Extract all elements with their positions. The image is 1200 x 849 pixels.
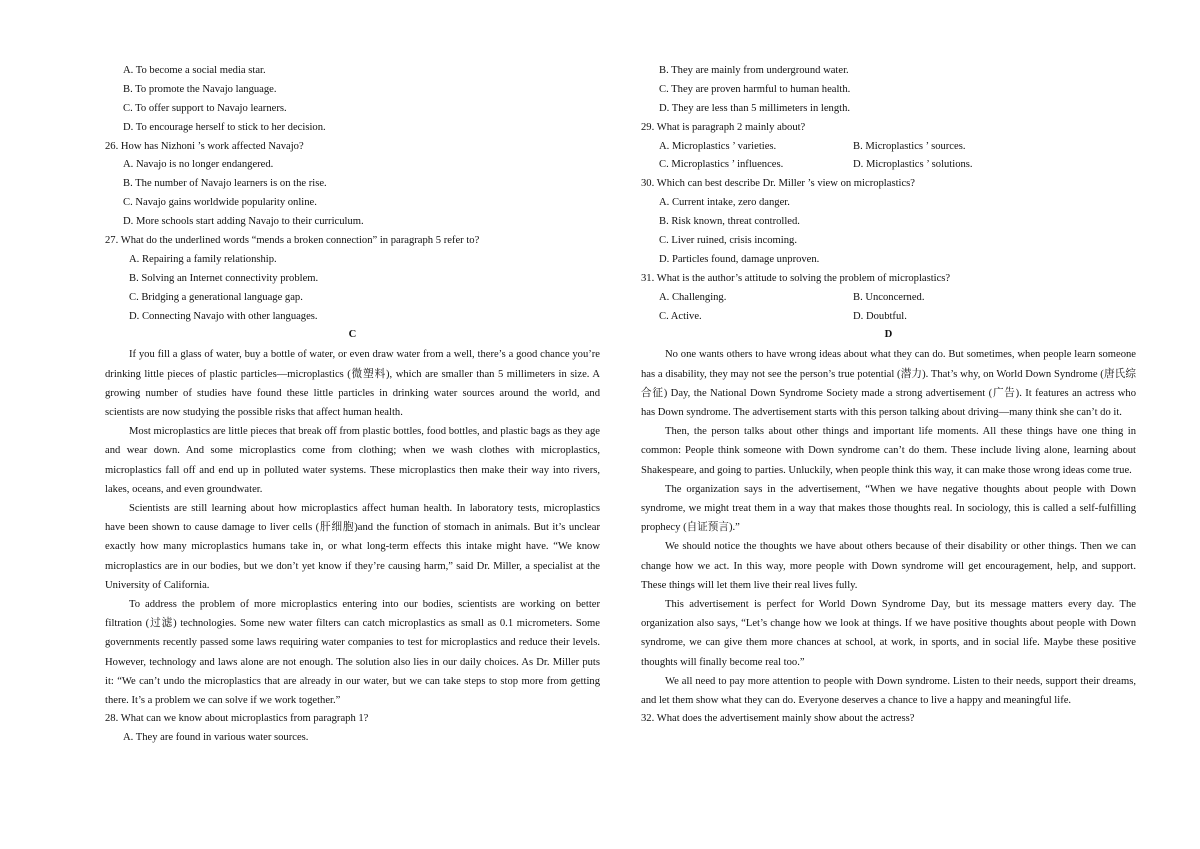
q30-option-d: D. Particles found, damage unproven. bbox=[659, 253, 820, 265]
q30-option-a: A. Current intake, zero danger. bbox=[659, 197, 790, 209]
passage-c-paragraph-2: Most microplastics are little pieces that break off from plastic bottles, food bottles, and plastic bags as they age and wear down. And some microplastics come from clothing; when we wash clothes with microplastics, microplastics fall off and end up in polluted water systems. These microplastics then make their way into rivers, lakes, oceans, and even groundwater. bbox=[105, 426, 600, 495]
left-column bbox=[105, 62, 600, 748]
passage-d-paragraph-6: We all need to pay more attention to people with Down syndrome. Listen to their needs, support their dreams, and let them show what they can do. Everyone deserves a chance to live a happy and meaningful life. bbox=[641, 675, 1136, 707]
passage-c-paragraph-3: Scientists are still learning about how microplastics affect human health. In laboratory tests, microplastics have been shown to cause damage to liver cells (肝细胞)and the function of stomach in animals. But it’s unclear exactly how many microplastics humans take in, or what long-term effects this intake might have. “We know microplastics are in our bodies, but we don’t yet know if they’re causing harm,” said Dr. Miller, a specialist at the University of California. bbox=[105, 502, 600, 591]
question-32: 32. What does the advertisement mainly show about the actress? bbox=[641, 713, 915, 725]
q31-option-d: D. Doubtful. bbox=[853, 310, 907, 322]
q25-option-d: D. To encourage herself to stick to her decision. bbox=[123, 121, 326, 133]
q27-option-c: C. Bridging a generational language gap. bbox=[129, 291, 303, 303]
q26-option-d: D. More schools start adding Navajo to their curriculum. bbox=[123, 216, 364, 228]
q31-option-a: A. Challenging. bbox=[659, 291, 727, 303]
q29-options-row-1 bbox=[641, 138, 1136, 157]
q29-option-d: D. Microplastics ’ solutions. bbox=[853, 159, 973, 171]
q28-option-a: A. They are found in various water sources. bbox=[123, 732, 309, 744]
q31-options-row-2 bbox=[641, 308, 1136, 327]
passage-d-paragraph-4: We should notice the thoughts we have about others because of their disability or other things. Then we can change how we act. In this way, more people with Down syndrome will get encouragement, help, and support. These things will let them live their real lives fully. bbox=[641, 541, 1136, 591]
q29-option-b: B. Microplastics ’ sources. bbox=[853, 140, 966, 152]
q27-option-d: D. Connecting Navajo with other languages. bbox=[129, 310, 318, 322]
q26-option-b: B. The number of Navajo learners is on the rise. bbox=[123, 178, 327, 190]
passage-d-paragraph-5: This advertisement is perfect for World Down Syndrome Day, but its message matters every day. The organization also says, “Let’s change how we look at things. If we have positive thoughts about people with Down syndrome, we can give them more chances at school, at work, in sports, and in social life. Maybe these positive thoughts will finally become real too.” bbox=[641, 599, 1136, 668]
q25-option-b: B. To promote the Navajo language. bbox=[123, 83, 277, 95]
q30-option-c: C. Liver ruined, crisis incoming. bbox=[659, 235, 797, 247]
q31-option-c: C. Active. bbox=[659, 310, 702, 322]
question-28: 28. What can we know about microplastics from paragraph 1? bbox=[105, 713, 369, 725]
passage-d-paragraph-1: No one wants others to have wrong ideas about what they can do. But sometimes, when people learn someone has a disability, they may not see the person’s true potential (潜力). That’s why, on World Down Syndrome (唐氏综合征) Day, the National Down Syndrome Society made a strong advertisement (广告). It features an actress who has Down syndrome. The advertisement starts with this person talking about driving—many think she can’t do it. bbox=[641, 349, 1136, 418]
passage-c-paragraph-1: If you fill a glass of water, buy a bottle of water, or even draw water from a well, there’s a good chance you’re drinking little pieces of plastic particles—microplastics (微塑料), which are smaller than 5 millimeters in size. A growing number of studies have found these little particles in drinking water sources around the world, and scientists are now studying the possible risks that affect human health. bbox=[105, 349, 600, 418]
question-27: 27. What do the underlined words “mends a broken connection” in paragraph 5 refer to? bbox=[105, 235, 480, 247]
passage-d-paragraph-2: Then, the person talks about other things and important life moments. All these things have one thing in common: People think someone with Down syndrome can’t do them. These include living alone, learning about Shakespeare, and going to parties. Unluckily, when people think this way, it can make those wrong ideas come true. bbox=[641, 426, 1136, 476]
q26-option-c: C. Navajo gains worldwide popularity online. bbox=[123, 197, 317, 209]
section-c-heading: C bbox=[348, 329, 357, 341]
q28-option-d: D. They are less than 5 millimeters in length. bbox=[659, 102, 851, 114]
question-31: 31. What is the author’s attitude to solving the problem of microplastics? bbox=[641, 272, 951, 284]
q31-options-row-1 bbox=[641, 289, 1136, 308]
question-26: 26. How has Nizhoni ’s work affected Navajo? bbox=[105, 140, 304, 152]
question-29: 29. What is paragraph 2 mainly about? bbox=[641, 121, 806, 133]
q26-option-a: A. Navajo is no longer endangered. bbox=[123, 159, 274, 171]
q29-option-a: A. Microplastics ’ varieties. bbox=[659, 140, 777, 152]
q30-option-b: B. Risk known, threat controlled. bbox=[659, 216, 800, 228]
q29-options-row-2 bbox=[641, 156, 1136, 175]
q31-option-b: B. Unconcerned. bbox=[853, 291, 925, 303]
q28-option-b: B. They are mainly from underground water. bbox=[659, 65, 849, 76]
passage-c-paragraph-4: To address the problem of more microplastics entering into our bodies, scientists are working on better filtration (过滤) technologies. Some new water filters can catch microplastics as small as 0.1 micrometers. Some governments recently passed some laws requiring water companies to test for microplastics and reduce their levels. However, technology and laws alone are not enough. The solution also lies in our daily choices. As Dr. Miller puts it: “We can’t undo the microplastics that are already in our water, but we can take steps to stop more from getting there. It’s a problem we can solve if we work together.” bbox=[105, 599, 600, 707]
q25-option-c: C. To offer support to Navajo learners. bbox=[123, 102, 287, 114]
q28-option-c: C. They are proven harmful to human health. bbox=[659, 83, 851, 95]
right-column bbox=[641, 62, 1136, 729]
q25-option-a: A. To become a social media star. bbox=[123, 65, 266, 76]
question-30: 30. Which can best describe Dr. Miller ’s view on microplastics? bbox=[641, 178, 915, 190]
passage-d-paragraph-3: The organization says in the advertisement, “When we have negative thoughts about people with Down syndrome, we might treat them in a way that makes those thoughts real. In sociology, this is called a self-fulfilling prophecy (自证预言).” bbox=[641, 483, 1136, 534]
q27-option-b: B. Solving an Internet connectivity problem. bbox=[129, 272, 319, 284]
q29-option-c: C. Microplastics ’ influences. bbox=[659, 159, 784, 171]
q27-option-a: A. Repairing a family relationship. bbox=[129, 253, 277, 265]
section-d-heading: D bbox=[884, 329, 893, 341]
